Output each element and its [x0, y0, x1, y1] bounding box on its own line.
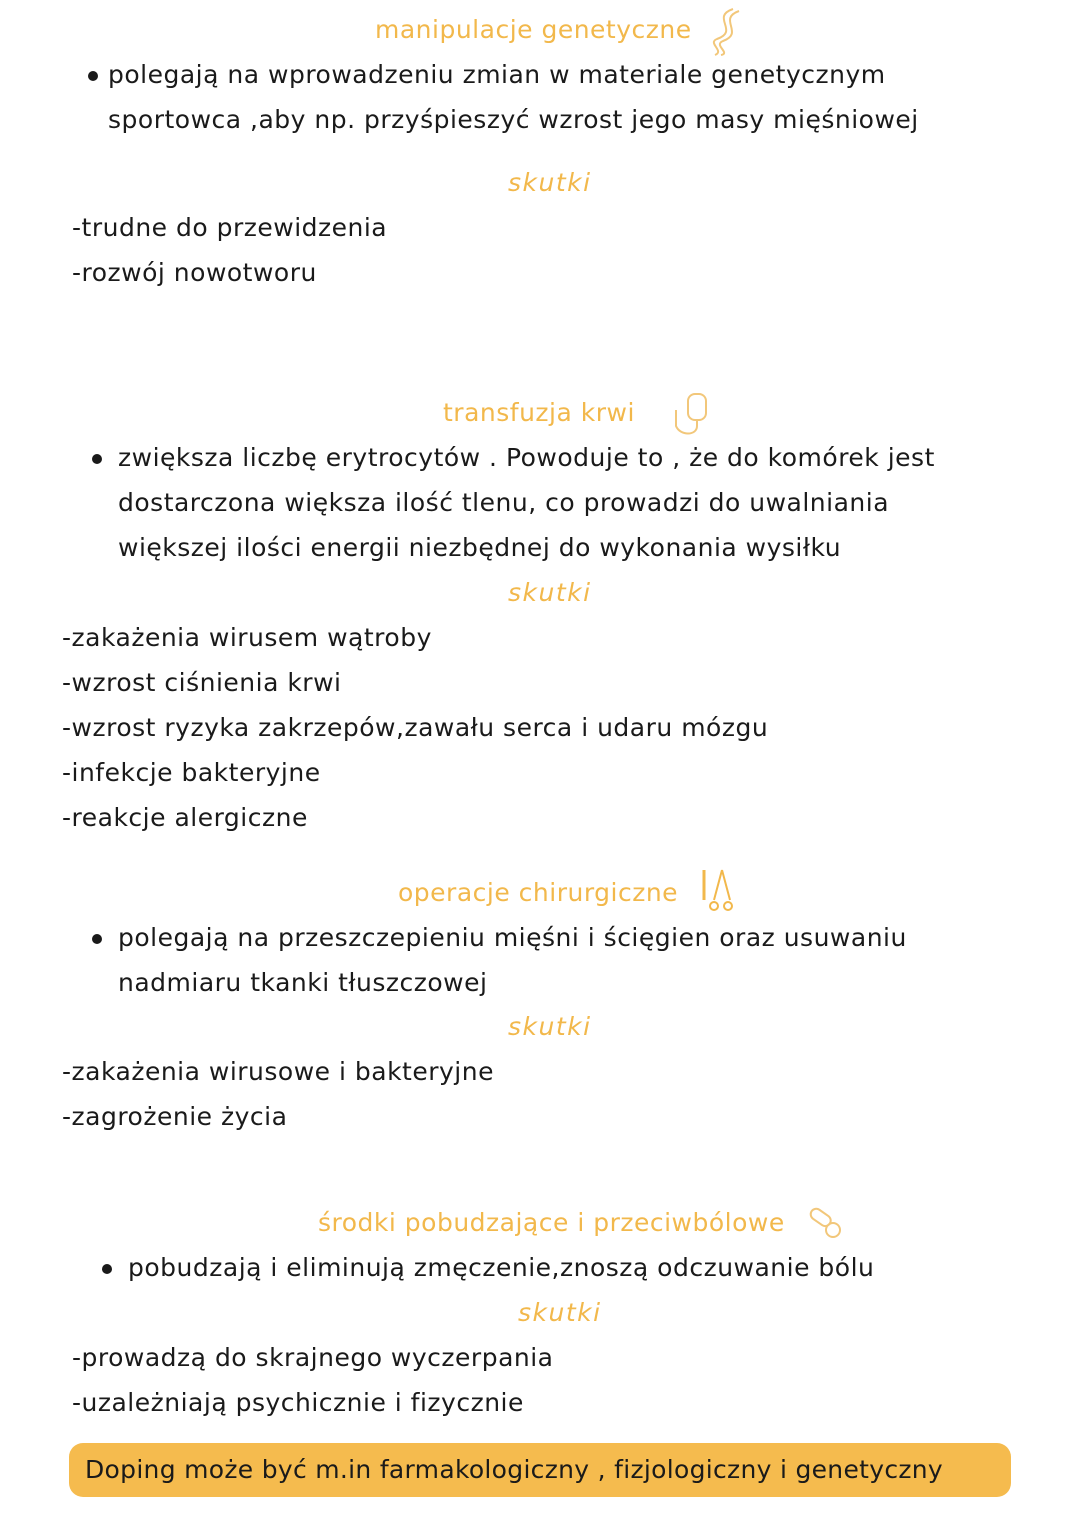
pills-icon [806, 1206, 844, 1240]
dna-icon [705, 5, 745, 57]
effect-item: -zakażenia wirusem wątroby [62, 623, 432, 652]
description-line: nadmiaru tkanki tłuszczowej [118, 968, 488, 997]
bullet [102, 1264, 112, 1274]
bullet [88, 71, 98, 81]
summary-banner [69, 1443, 1011, 1497]
scalpel-scissors-icon [696, 866, 736, 914]
effects-label: skutki [508, 1012, 592, 1041]
effect-item: -infekcje bakteryjne [62, 758, 321, 787]
effects-label: skutki [518, 1298, 602, 1327]
description-line: zwiększa liczbę erytrocytów . Powoduje to , że do komórek jest [118, 443, 935, 472]
section-title: operacje chirurgiczne [398, 878, 679, 907]
effect-item: -uzależniają psychicznie i fizycznie [72, 1388, 524, 1417]
blood-bag-icon [670, 390, 712, 438]
description-line: większej ilości energii niezbędnej do wykonania wysiłku [118, 533, 842, 562]
effects-label: skutki [508, 168, 592, 197]
summary-text: Doping może być m.in farmakologiczny , fizjologiczny i genetyczny [85, 1455, 944, 1484]
section-title: środki pobudzające i przeciwbólowe [318, 1208, 785, 1237]
section-title: transfuzja krwi [443, 398, 635, 427]
effect-item: -wzrost ciśnienia krwi [62, 668, 342, 697]
description-line: dostarczona większa ilość tlenu, co prowadzi do uwalniania [118, 488, 890, 517]
description-line: polegają na wprowadzeniu zmian w materiale genetycznym [108, 60, 886, 89]
bullet [92, 934, 102, 944]
effect-item: -rozwój nowotworu [72, 258, 317, 287]
description-line: polegają na przeszczepieniu mięśni i ścięgien oraz usuwaniu [118, 923, 907, 952]
effect-item: -wzrost ryzyka zakrzepów,zawału serca i udaru mózgu [62, 713, 769, 742]
effect-item: -trudne do przewidzenia [72, 213, 388, 242]
effect-item: -zagrożenie życia [62, 1102, 288, 1131]
effects-label: skutki [508, 578, 592, 607]
description-line: sportowca ,aby np. przyśpieszyć wzrost jego masy mięśniowej [108, 105, 919, 134]
effect-item: -zakażenia wirusowe i bakteryjne [62, 1057, 494, 1086]
effect-item: -reakcje alergiczne [62, 803, 308, 832]
section-title: manipulacje genetyczne [375, 15, 692, 44]
bullet [92, 454, 102, 464]
effect-item: -prowadzą do skrajnego wyczerpania [72, 1343, 554, 1372]
description-line: pobudzają i eliminują zmęczenie,znoszą odczuwanie bólu [128, 1253, 875, 1282]
